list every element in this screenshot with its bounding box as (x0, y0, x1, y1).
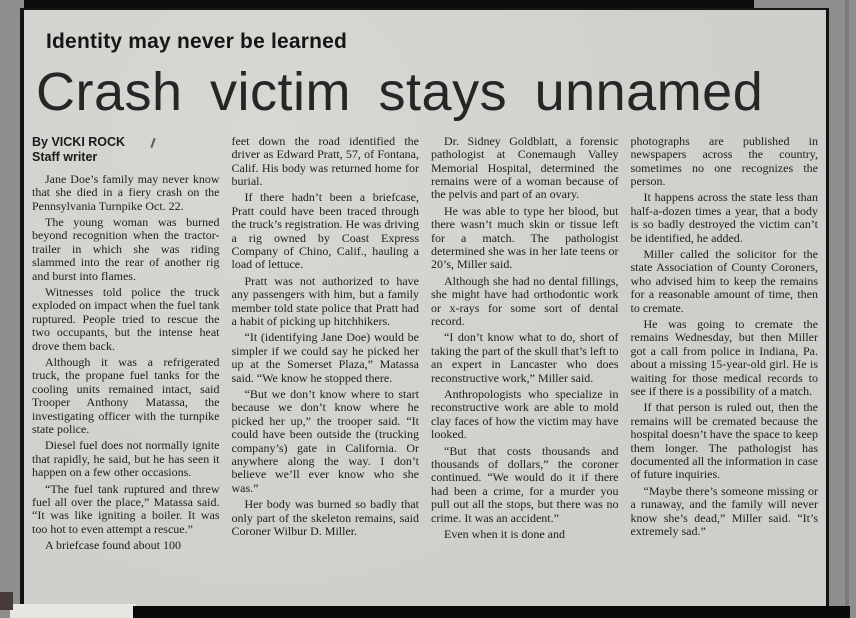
column-paragraphs (431, 135, 619, 542)
article-paragraph: Diesel fuel does not normally ignite that rapidly, he said, but he has seen it happen on a few other occasions. (32, 438, 220, 480)
scan-artifact-corner-blotch (0, 592, 13, 610)
article-paragraph: He was able to type her blood, but there wasn’t much skin or tissue left for a match. The pathologist determined she was in her late teens or 20’s, Miller said. (431, 203, 619, 272)
article-paragraph: Although she had no dental fillings, she might have had orthodontic work or x-rays for some sort of dental record. (431, 273, 619, 328)
column-paragraphs (232, 135, 420, 539)
main-headline: Crash victim stays unnamed (36, 62, 764, 122)
article-paragraph: “But we don’t know where to start because we don’t know where he picked her up,” the trooper said. “It could have been outside the (trucking company’s) gate in California. Or anywhere along the way. I don’t believe we’ll ever know who she was.” (231, 387, 419, 495)
article-paragraph: photographs are published in newspapers across the country, sometimes no one recognizes the person. (630, 134, 818, 188)
article-paragraph: Miller called the solicitor for the state Association of County Coroners, who advised him to keep the remains for a reasonable amount of time, then to cremate. (630, 246, 818, 315)
article-paragraph: Jane Doe’s family may never know that she died in a fiery crash on the Pennsylvania Turnpike Oct. 22. (32, 171, 220, 213)
article-paragraph: “I don’t know what to do, short of taking the part of the skull that’s left to an expert in Lancaster who does reconstructive work,” Miller said. (431, 330, 619, 385)
article-column-4 (631, 135, 819, 587)
article-paragraph: “Maybe there’s someone missing or a runaway, and the family will never know she’s dead,” Miller said. “It’s extremely sad.” (630, 483, 818, 539)
article-column-1 (32, 135, 220, 587)
article-column-3 (431, 135, 619, 587)
article-body (32, 135, 818, 587)
kicker-headline: Identity may never be learned (46, 30, 348, 53)
article-paragraph: The young woman was burned beyond recognition when the tractor-trailer in which she was riding slammed into the rear of another rig and burst into flames. (32, 214, 220, 283)
article-paragraph: If there hadn’t been a briefcase, Pratt could have been traced through the truck’s registration. He was driving a rig owned by Coast Express Company of Chino, Calif., hauling a load of lettuce. (231, 190, 419, 272)
column-paragraphs (631, 135, 819, 539)
byline-author: By VICKI ROCK (32, 134, 126, 149)
article-paragraph: Witnesses told police the truck exploded on impact when the fuel tank ruptured. People tried to rescue the two occupants, but the intense heat drove them back. (32, 284, 220, 353)
byline-block (32, 135, 220, 165)
article-paragraph: Anthropologists who specialize in reconstructive work are able to mold clay faces of how the victim may have looked. (431, 387, 619, 442)
scan-artifact-bottom-gap (10, 604, 136, 618)
article-paragraph: Her body was burned so badly that only part of the skeleton remains, said Coroner Wilbur D. Miller. (231, 497, 419, 539)
article-clipping (20, 8, 829, 606)
article-paragraph: “But that costs thousands and thousands of dollars,” the coroner continued. “We would do it if there had been a crime, for a murder you pull out all the stops, but there was no crime. It was an accident.” (431, 443, 619, 525)
article-paragraph: feet down the road identified the driver as Edward Pratt, 57, of Fontana, Calif. His body was returned home for burial. (231, 134, 419, 188)
byline-title: Staff writer (32, 149, 98, 164)
article-paragraph: Pratt was not authorized to have any passengers with him, but a family member told state police that Pratt had a habit of picking up hitchhikers. (231, 273, 419, 328)
article-paragraph: Dr. Sidney Goldblatt, a forensic pathologist at Conemaugh Valley Memorial Hospital, determined the remains were of a woman because of the pelvis and part of an ovary. (431, 134, 619, 202)
column-paragraphs (32, 173, 220, 553)
article-paragraph: Although it was a refrigerated truck, the propane fuel tanks for the cooling units remained intact, said Trooper Anthony Matassa, the investigating officer with the turnpike state police. (32, 354, 220, 436)
scan-artifact-bottom-rule (133, 606, 850, 618)
article-paragraph: He was going to cremate the remains Wednesday, but then Miller got a call from police in Indiana, Pa. about a missing 15-year-old girl. He is waiting for those medical records to see if there is a possibility of a match. (630, 316, 818, 398)
article-paragraph: A briefcase found about 100 (45, 538, 181, 553)
article-paragraph: “It (identifying Jane Doe) would be simpler if we could say he picked her up at the Somerset Plaza,” Matassa said. “We know he stopped there. (231, 330, 419, 385)
article-paragraph: “The fuel tank ruptured and threw fuel all over the place,” Matassa said. “It was like igniting a boiler. It was too hot to even attempt a rescue.” (32, 481, 220, 536)
article-paragraph: If that person is ruled out, then the remains will be cremated because the hospital doesn’t have the space to keep them longer. The pathologist has documented all the information in case of future inquiries. (630, 400, 818, 482)
article-paragraph: It happens across the state less than half-a-dozen times a year, that a body is so badly destroyed the victim can’t be identified, he added. (630, 190, 818, 245)
article-paragraph: Even when it is done and (444, 527, 565, 542)
article-column-2 (232, 135, 420, 587)
scan-artifact-right-band (845, 0, 849, 618)
